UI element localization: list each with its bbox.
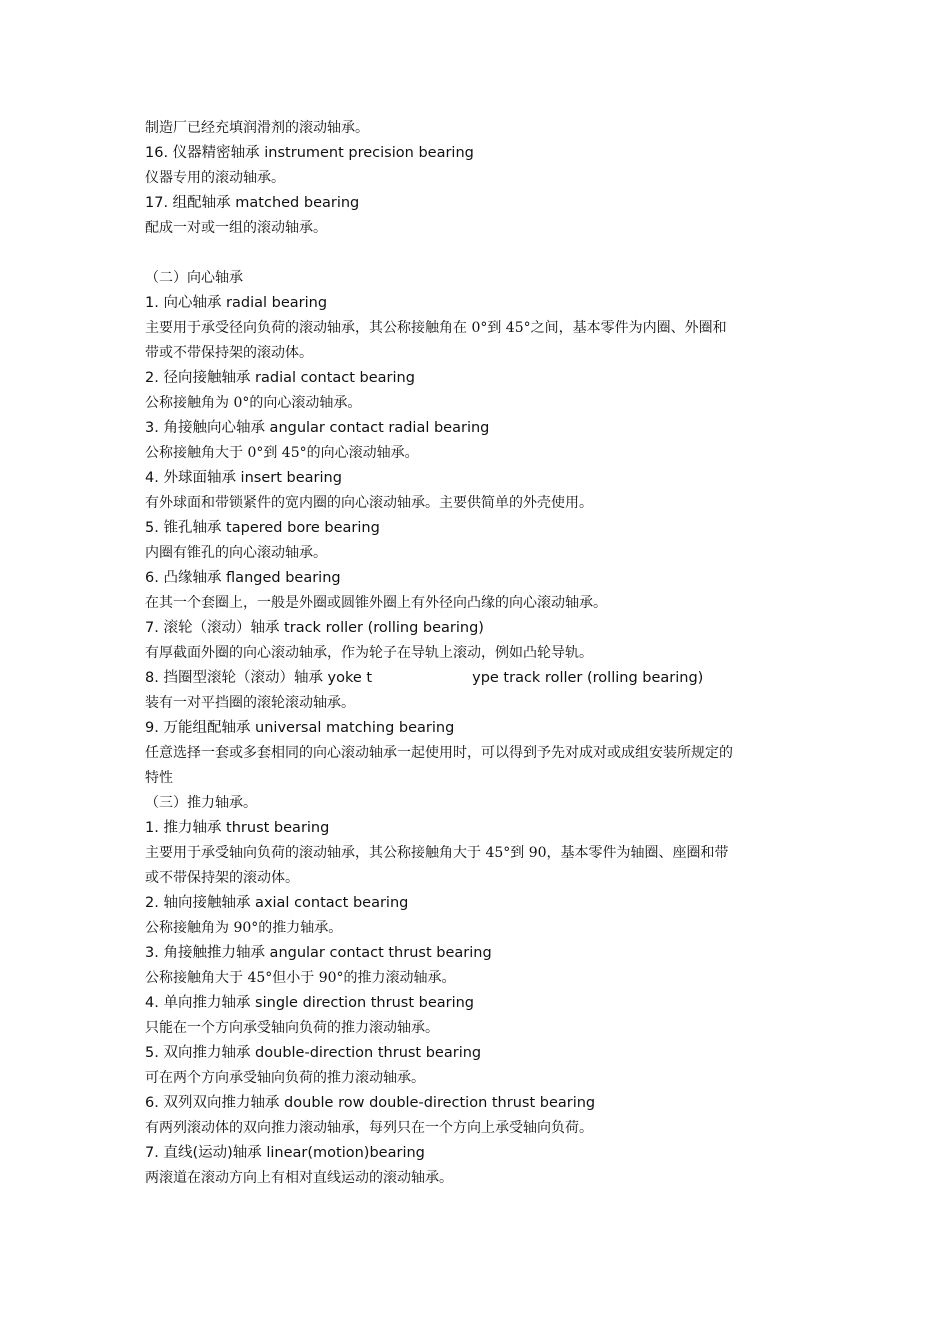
text-line: 装有一对平挡圈的滚轮滚动轴承。 [145, 695, 355, 711]
term-line: 17. 组配轴承 matched bearing [145, 195, 360, 211]
term-part-1: 8. 挡圈型滚轮（滚动）轴承 yoke t [145, 670, 373, 686]
section-heading: （二）向心轴承 [145, 270, 243, 286]
term-line-split [145, 666, 815, 691]
text-line: 可在两个方向承受轴向负荷的推力滚动轴承。 [145, 1070, 425, 1086]
text-line: 仪器专用的滚动轴承。 [145, 170, 285, 186]
term-line: 6. 双列双向推力轴承 double row double-direction thrust bearing [145, 1095, 596, 1111]
term-line: 6. 凸缘轴承 flanged bearing [145, 570, 341, 586]
term-line: 2. 轴向接触轴承 axial contact bearing [145, 895, 409, 911]
term-line: 16. 仪器精密轴承 instrument precision bearing [145, 145, 474, 161]
term-line: 3. 角接触推力轴承 angular contact thrust bearing [145, 945, 492, 961]
text-line: 两滚道在滚动方向上有相对直线运动的滚动轴承。 [145, 1170, 453, 1186]
term-line: 5. 锥孔轴承 tapered bore bearing [145, 520, 380, 536]
text-line: 主要用于承受轴向负荷的滚动轴承，其公称接触角大于 45°到 90，基本零件为轴圈、座圈和带 [145, 845, 729, 861]
text-line: 或不带保持架的滚动体。 [145, 870, 299, 886]
document-body [145, 116, 815, 1191]
text-line: 在其一个套圈上，一般是外圈或圆锥外圈上有外径向凸缘的向心滚动轴承。 [145, 595, 607, 611]
text-line: 有两列滚动体的双向推力滚动轴承，每列只在一个方向上承受轴向负荷。 [145, 1120, 593, 1136]
term-line: 9. 万能组配轴承 universal matching bearing [145, 720, 455, 736]
text-line: 公称接触角大于 45°但小于 90°的推力滚动轴承。 [145, 970, 456, 986]
term-line: 4. 外球面轴承 insert bearing [145, 470, 342, 486]
term-line: 1. 推力轴承 thrust bearing [145, 820, 330, 836]
term-line: 7. 滚轮（滚动）轴承 track roller (rolling bearing) [145, 620, 484, 636]
text-line: 公称接触角大于 0°到 45°的向心滚动轴承。 [145, 445, 419, 461]
text-line: 制造厂已经充填润滑剂的滚动轴承。 [145, 120, 369, 136]
term-line: 2. 径向接触轴承 radial contact bearing [145, 370, 415, 386]
section-heading: （三）推力轴承。 [145, 795, 257, 811]
text-line: 有外球面和带锁紧件的宽内圈的向心滚动轴承。主要供简单的外壳使用。 [145, 495, 593, 511]
term-line: 3. 角接触向心轴承 angular contact radial bearing [145, 420, 490, 436]
term-line: 5. 双向推力轴承 double-direction thrust bearing [145, 1045, 482, 1061]
text-line: 只能在一个方向承受轴向负荷的推力滚动轴承。 [145, 1020, 439, 1036]
text-line: 公称接触角为 0°的向心滚动轴承。 [145, 395, 362, 411]
text-line: 内圈有锥孔的向心滚动轴承。 [145, 545, 327, 561]
term-part-2: ype track roller (rolling bearing) [472, 670, 704, 686]
text-line: 有厚截面外圈的向心滚动轴承，作为轮子在导轨上滚动，例如凸轮导轨。 [145, 645, 593, 661]
term-line: 4. 单向推力轴承 single direction thrust bearing [145, 995, 475, 1011]
text-line: 特性 [145, 770, 173, 786]
term-line: 1. 向心轴承 radial bearing [145, 295, 328, 311]
text-line: 配成一对或一组的滚动轴承。 [145, 220, 327, 236]
text-line: 任意选择一套或多套相同的向心滚动轴承一起使用时，可以得到予先对成对或成组安装所规定的 [145, 745, 733, 761]
text-line: 带或不带保持架的滚动体。 [145, 345, 313, 361]
term-line: 7. 直线(运动)轴承 linear(motion)bearing [145, 1145, 425, 1161]
text-line: 公称接触角为 90°的推力轴承。 [145, 920, 343, 936]
text-line: 主要用于承受径向负荷的滚动轴承，其公称接触角在 0°到 45°之间，基本零件为内圈、外圈和 [145, 320, 727, 336]
blank-line [145, 241, 815, 266]
